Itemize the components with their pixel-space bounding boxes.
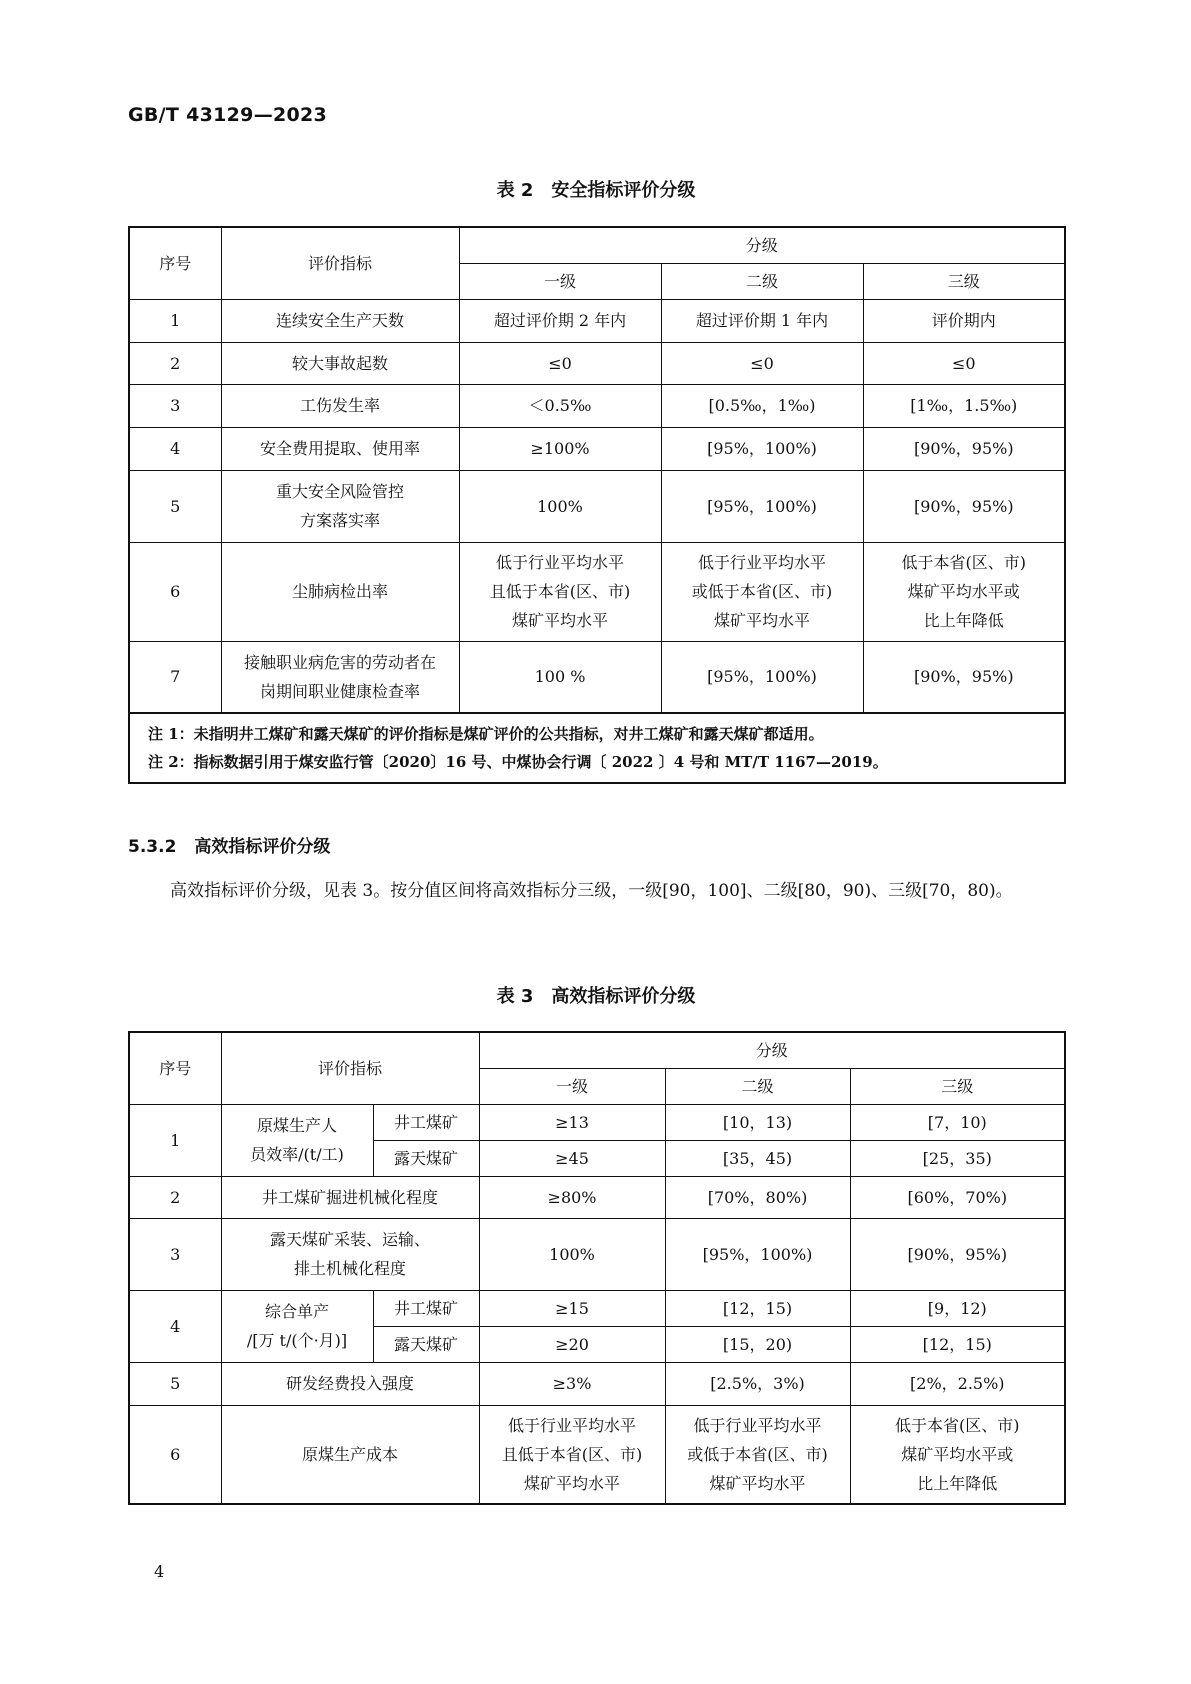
row-grade1: ≥20 — [479, 1326, 665, 1362]
row-grade2: [0.5‰，1‰) — [661, 384, 863, 427]
table2-row — [129, 470, 1065, 542]
table2-header-grade3: 三级 — [863, 263, 1065, 299]
row-indicator: 原煤生产人 员效率/(t/工) — [221, 1104, 373, 1176]
table3-header-grade: 分级 — [479, 1032, 1065, 1068]
table3-header-no: 序号 — [129, 1032, 221, 1104]
row-grade3: [90%，95%) — [850, 1218, 1065, 1290]
section-heading — [128, 832, 330, 857]
table2-row — [129, 641, 1065, 713]
row-indicator: 综合单产 /[万 t/(个·月)] — [221, 1290, 373, 1362]
row-indicator: 工伤发生率 — [221, 384, 459, 427]
row-no: 5 — [129, 1362, 221, 1405]
row-grade3: [2%，2.5%) — [850, 1362, 1065, 1405]
row-no: 2 — [129, 1176, 221, 1218]
section-title: 高效指标评价分级 — [194, 837, 331, 857]
row-grade2: [95%，100%) — [661, 470, 863, 542]
row-grade1: 100% — [459, 470, 661, 542]
table3-header-indicator: 评价指标 — [221, 1032, 479, 1104]
table2-row — [129, 542, 1065, 641]
row-no: 7 — [129, 641, 221, 713]
row-grade3: [1‰，1.5‰) — [863, 384, 1065, 427]
row-grade1: ≥3% — [479, 1362, 665, 1405]
row-indicator: 露天煤矿采装、运输、 排土机械化程度 — [221, 1218, 479, 1290]
row-grade1: ＜0.5‰ — [459, 384, 661, 427]
table2-header-indicator: 评价指标 — [221, 227, 459, 299]
row-grade2: [95%，100%) — [665, 1218, 850, 1290]
row-grade3: [12，15) — [850, 1326, 1065, 1362]
row-grade2: [2.5%，3%) — [665, 1362, 850, 1405]
row-grade3: [60%，70%) — [850, 1176, 1065, 1218]
table2-notes — [129, 713, 1065, 783]
row-grade3: 评价期内 — [863, 299, 1065, 342]
row-grade1: 低于行业平均水平 且低于本省(区、市) 煤矿平均水平 — [459, 542, 661, 641]
row-grade1: 100% — [479, 1218, 665, 1290]
row-indicator: 井工煤矿掘进机械化程度 — [221, 1176, 479, 1218]
row-no: 2 — [129, 342, 221, 384]
table2-header-grade1: 一级 — [459, 263, 661, 299]
table3-row — [129, 1290, 1065, 1326]
section-number: 5.3.2 — [128, 837, 177, 857]
page-number: 4 — [154, 1562, 165, 1581]
table2-row — [129, 384, 1065, 427]
row-grade2: 低于行业平均水平 或低于本省(区、市) 煤矿平均水平 — [661, 542, 863, 641]
table3-row — [129, 1362, 1065, 1405]
table2-header-grade: 分级 — [459, 227, 1065, 263]
row-grade2: [95%，100%) — [661, 427, 863, 470]
row-no: 4 — [129, 427, 221, 470]
row-grade2: ≤0 — [661, 342, 863, 384]
row-indicator: 研发经费投入强度 — [221, 1362, 479, 1405]
row-no: 3 — [129, 1218, 221, 1290]
row-sub-label: 井工煤矿 — [373, 1290, 479, 1326]
row-sub-label: 露天煤矿 — [373, 1326, 479, 1362]
row-grade1: ≥80% — [479, 1176, 665, 1218]
table2 — [128, 226, 1066, 784]
row-grade1: 低于行业平均水平 且低于本省(区、市) 煤矿平均水平 — [479, 1405, 665, 1504]
row-no: 5 — [129, 470, 221, 542]
row-grade3: [90%，95%) — [863, 641, 1065, 713]
table3 — [128, 1031, 1066, 1505]
row-grade2: [10，13) — [665, 1104, 850, 1140]
row-grade3: 低于本省(区、市) 煤矿平均水平或 比上年降低 — [850, 1405, 1065, 1504]
table2-header-grade2: 二级 — [661, 263, 863, 299]
table3-header-grade1: 一级 — [479, 1068, 665, 1104]
table2-row — [129, 299, 1065, 342]
row-grade1: 超过评价期 2 年内 — [459, 299, 661, 342]
row-no: 6 — [129, 1405, 221, 1504]
row-no: 1 — [129, 299, 221, 342]
row-grade3: [90%，95%) — [863, 427, 1065, 470]
row-indicator: 安全费用提取、使用率 — [221, 427, 459, 470]
row-grade3: ≤0 — [863, 342, 1065, 384]
row-sub-label: 井工煤矿 — [373, 1104, 479, 1140]
table3-row — [129, 1104, 1065, 1140]
standard-code: GB/T 43129—2023 — [128, 104, 328, 126]
row-grade2: [15，20) — [665, 1326, 850, 1362]
row-grade2: [12，15) — [665, 1290, 850, 1326]
row-grade2: 低于行业平均水平 或低于本省(区、市) 煤矿平均水平 — [665, 1405, 850, 1504]
table2-row — [129, 342, 1065, 384]
row-grade3: [90%，95%) — [863, 470, 1065, 542]
row-indicator: 连续安全生产天数 — [221, 299, 459, 342]
row-indicator: 原煤生产成本 — [221, 1405, 479, 1504]
row-indicator: 接触职业病危害的劳动者在 岗期间职业健康检查率 — [221, 641, 459, 713]
row-no: 6 — [129, 542, 221, 641]
table3-title: 表 3 高效指标评价分级 — [496, 986, 696, 1007]
row-sub-label: 露天煤矿 — [373, 1140, 479, 1176]
row-no: 1 — [129, 1104, 221, 1176]
row-indicator: 较大事故起数 — [221, 342, 459, 384]
row-grade3: [25，35) — [850, 1140, 1065, 1176]
row-grade1: ≥100% — [459, 427, 661, 470]
table2-note-2: 注 2：指标数据引用于煤安监行管〔2020〕16 号、中煤协会行调〔 2022 〕4 号和 MT/T 1167—2019。 — [148, 753, 888, 771]
table2-header-no: 序号 — [129, 227, 221, 299]
table3-row — [129, 1218, 1065, 1290]
row-grade1: ≥13 — [479, 1104, 665, 1140]
row-grade3: [7，10) — [850, 1104, 1065, 1140]
table3-row — [129, 1405, 1065, 1504]
table2-note-1: 注 1：未指明井工煤矿和露天煤矿的评价指标是煤矿评价的公共指标，对井工煤矿和露天煤矿都适用。 — [148, 725, 824, 743]
row-grade1: ≤0 — [459, 342, 661, 384]
row-grade2: 超过评价期 1 年内 — [661, 299, 863, 342]
row-no: 3 — [129, 384, 221, 427]
row-grade2: [70%，80%) — [665, 1176, 850, 1218]
section-paragraph: 高效指标评价分级，见表 3。按分值区间将高效指标分三级，一级[90，100]、二级[80，90)、三级[70，80)。 — [170, 881, 1013, 901]
row-grade3: [9，12) — [850, 1290, 1065, 1326]
row-grade1: ≥15 — [479, 1290, 665, 1326]
row-no: 4 — [129, 1290, 221, 1362]
row-grade2: [35，45) — [665, 1140, 850, 1176]
table3-header-grade2: 二级 — [665, 1068, 850, 1104]
row-indicator: 重大安全风险管控 方案落实率 — [221, 470, 459, 542]
row-grade3: 低于本省(区、市) 煤矿平均水平或 比上年降低 — [863, 542, 1065, 641]
table2-row — [129, 427, 1065, 470]
row-indicator: 尘肺病检出率 — [221, 542, 459, 641]
table3-header-grade3: 三级 — [850, 1068, 1065, 1104]
row-grade1: ≥45 — [479, 1140, 665, 1176]
table3-row — [129, 1176, 1065, 1218]
row-grade2: [95%，100%) — [661, 641, 863, 713]
row-grade1: 100 % — [459, 641, 661, 713]
table2-title: 表 2 安全指标评价分级 — [496, 180, 696, 201]
